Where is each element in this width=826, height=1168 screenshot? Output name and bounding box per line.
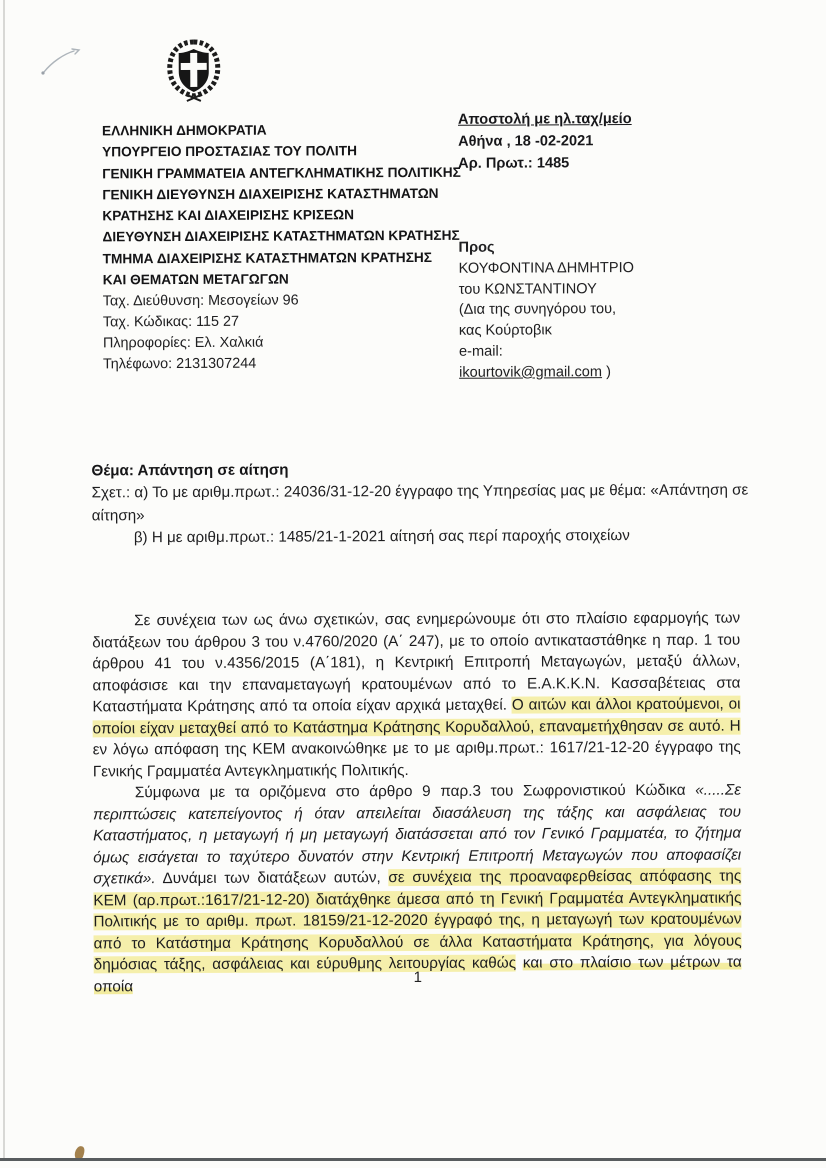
letterhead (102, 119, 483, 376)
recipient-label: Προς (458, 239, 495, 256)
letterhead-line: ΚΑΙ ΘΕΜΑΤΩΝ ΜΕΤΑΓΩΓΩΝ (102, 271, 289, 288)
letterhead-agency-lines (102, 119, 483, 291)
dispatch-block (458, 108, 632, 175)
dispatch-method: Αποστολή με ηλ.ταχ/μείο (457, 111, 632, 128)
recipient-line: ΚΟΥΦΟΝΤΙΝΑ ΔΗΜΗΤΡΙΟ (458, 259, 635, 277)
letterhead-contact-line: Ταχ. Διεύθυνση: Μεσογείων 96 (102, 292, 299, 310)
letterhead-contact-lines (103, 290, 483, 376)
recipient-email-line (459, 362, 634, 384)
body-text-run: Σε συνέχεια των ως άνω σχετικών, σας ενημερώνουμε ότι στο πλαίσιο εφαρμογής των διατάξεων του άρθρου 3 του ν.4760/2020 (Α΄ 247), με το οποίο αντικαταστάθηκε η παρ. 1 του άρθρου 41 του ν.4356/2015 (Α΄181), η Κεντρική Επιτροπή Μεταγωγών, μεταξύ άλλων, αποφάσισε και την επαναμεταγωγή κρατουμένων από το Ε.Α.Κ.Κ.Ν. Κασσαβέτειας στα Καταστήματα Κράτησης από τα οποία είχαν αρχικά μεταχθεί. (92, 609, 741, 716)
recipient-lines (459, 258, 635, 363)
body-text-run: Δυνάμει των διατάξεων αυτών, (155, 869, 389, 888)
recipient-email: ikourtovik@gmail.com (459, 363, 603, 381)
highlighted-text: σε συνέχεια της προαναφερθείσας απόφασης της ΚΕΜ (αρ.πρωτ.:1617/21-12-20) διατάχθηκε άμεσα από τη Γενική Γραμματέα Αντεγκληματικής Πολιτικής με το αριθμ. πρωτ. 18159/21-12-2020 έγγραφό της, η μεταγωγή των κρατουμένων από το Κατάστημα Κράτησης Κορυδαλλού σε άλλα Καταστήματα Κράτησης, για λόγους δημόσιας τάξης, ασφάλειας και εύρυθμης λειτουργίας καθώς (93, 867, 742, 974)
subject-line: Θέμα: Απάντηση σε αίτηση (91, 461, 289, 480)
body-paragraph-2 (93, 780, 742, 998)
letterhead-line: ΓΕΝΙΚΗ ΔΙΕΥΘΥΝΣΗ ΔΙΑΧΕΙΡΙΣΗΣ ΚΑΤΑΣΤΗΜΑΤΩΝ (102, 185, 439, 203)
letterhead-line: ΚΡΑΤΗΣΗΣ ΚΑΙ ΔΙΑΧΕΙΡΙΣΗΣ ΚΡΙΣΕΩΝ (102, 207, 355, 224)
body-text-run: εν λόγω απόφαση της ΚΕΜ ανακοινώθηκε με το με αριθμ.πρωτ.: 1617/21-12-20 έγγραφο της Γενικής Γραμματέα Αντεγκληματικής Πολιτικής. (92, 738, 741, 780)
recipient-email-suffix: ) (601, 363, 611, 380)
recipient-block (458, 237, 634, 383)
quoted-italic-text: «.....Σε περιπτώσεις κατεπείγοντος ή όταν απειλείται διασάλευση της τάξης και ασφάλειας του Καταστήματος, η μεταγωγή ή μη μεταγωγή διατάσσεται από τον Γενικό Γραμματέα, το ζήτημα όμως εισάγεται το ταχύτερο δυνατόν στην Κεντρική Επιτροπή Μεταγωγών που αποφασίζει σχετικά». (92, 781, 742, 888)
reference-a-line2: αίτηση» (91, 506, 145, 525)
letterhead-contact-line: Τηλέφωνο: 2131307244 (103, 356, 257, 373)
dispatch-place-date: Αθήνα , 18 -02-2021 (458, 133, 594, 150)
letter-body (92, 608, 742, 998)
highlighted-text: και στο πλαίσιο των μέτρων τα οποία (93, 953, 742, 995)
letterhead-contact-line: Ταχ. Κώδικας: 115 27 (102, 314, 240, 331)
letterhead-line: ΤΜΗΜΑ ΔΙΑΧΕΙΡΙΣΗΣ ΚΑΤΑΣΤΗΜΑΤΩΝ ΚΡΑΤΗΣΗΣ (102, 249, 433, 267)
reference-b-line: β) Η με αριθμ.πρωτ.: 1485/21-1-2021 αίτησή σας περί παροχής στοιχείων (133, 527, 630, 547)
recipient-line: (Δια της συνηγόρου του, (458, 301, 617, 319)
greek-coat-of-arms-icon (163, 37, 225, 103)
scan-bottom-edge-line (0, 1158, 826, 1161)
letterhead-line: ΔΙΕΥΘΥΝΣΗ ΔΙΑΧΕΙΡΙΣΗΣ ΚΑΤΑΣΤΗΜΑΤΩΝ ΚΡΑΤΗΣΗΣ (102, 228, 460, 245)
letterhead-contact-line: Πληροφορίες: Ελ. Χαλκιά (102, 335, 264, 352)
recipient-line: του ΚΩΝΣΤΑΝΤΙΝΟΥ (458, 280, 597, 298)
recipient-line: κας Κούρτοβικ (458, 322, 552, 339)
recipient-line: e-mail: (458, 343, 503, 360)
body-text-run: Σύμφωνα με τα οριζόμενα στο άρθρο 9 παρ.3 του Σωφρονιστικού Κώδικα (134, 781, 696, 802)
reference-a-line1: Σχετ.: α) Το με αριθμ.πρωτ.: 24036/31-12-20 έγγραφο της Υπηρεσίας μας με θέμα: «Απάντηση σε (91, 481, 749, 502)
letterhead-line: ΕΛΛΗΝΙΚΗ ΔΗΜΟΚΡΑΤΙΑ (101, 122, 267, 139)
letterhead-line: ΥΠΟΥΡΓΕΙΟ ΠΡΟΣΤΑΣΙΑΣ ΤΟΥ ΠΟΛΙΤΗ (102, 143, 357, 160)
body-paragraph-1 (92, 608, 741, 783)
dispatch-protocol-number: Αρ. Πρωτ.: 1485 (458, 155, 570, 172)
subject-block (91, 458, 751, 551)
letterhead-line: ΓΕΝΙΚΗ ΓΡΑΜΜΑΤΕΙΑ ΑΝΤΕΓΚΛΗΜΑΤΙΚΗΣ ΠΟΛΙΤΙΚΗΣ (102, 164, 461, 181)
highlighted-text: Ο αιτών και άλλοι κρατούμενοι, οι οποίοι είχαν μεταχθεί από το Κατάστημα Κράτησης Κορυδαλλού, επαναμετήχθησαν σε αυτό. Η (92, 695, 741, 737)
page-number: 1 (413, 968, 422, 987)
